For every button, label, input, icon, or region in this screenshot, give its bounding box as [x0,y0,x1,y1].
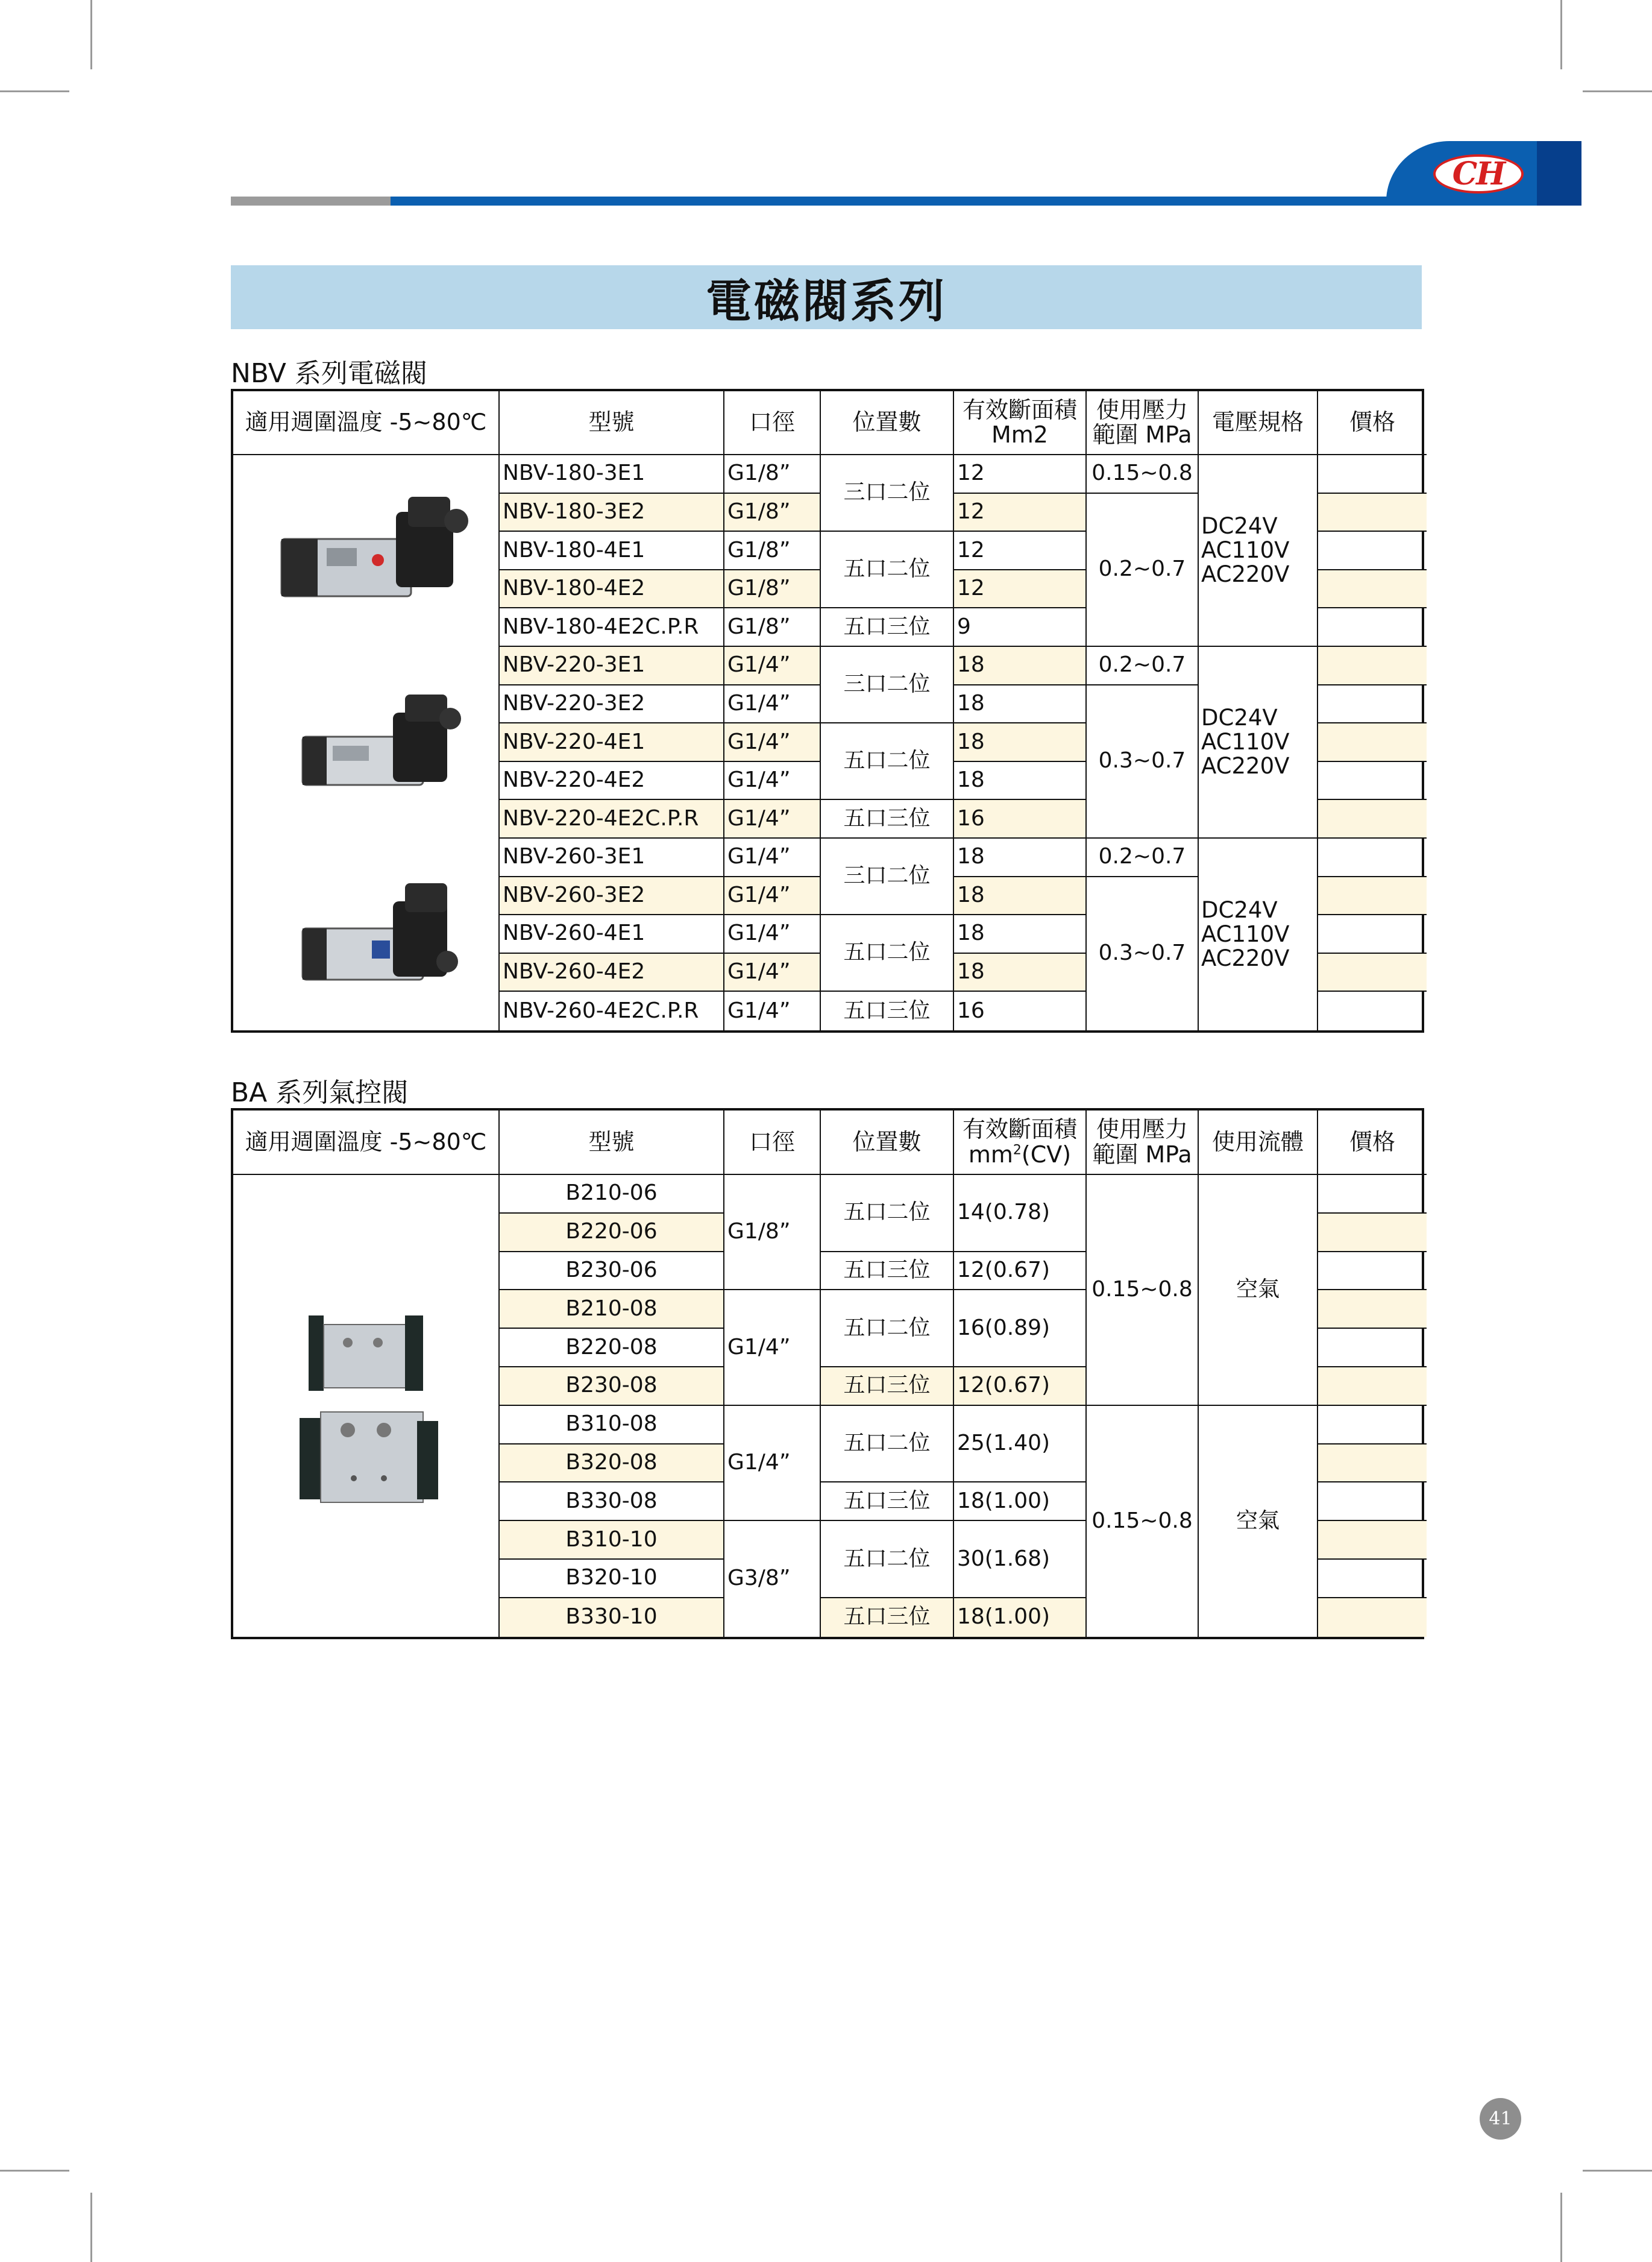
brand-logo [1386,141,1581,206]
ba-area-cell: 16(0.89) [954,1290,1087,1367]
nbv-model-cell: NBV-260-4E1 [500,915,724,954]
nbv-table [231,389,1424,1033]
nbv-price-cell [1318,800,1427,839]
logo-oval [1433,154,1524,194]
nbv-area-cell: 18 [954,723,1087,762]
nbv-area-cell: 12 [954,455,1087,494]
ba-model-cell: B210-06 [500,1175,724,1214]
ba-header-area-line2 [969,1142,1071,1167]
ba-port-cell: G1/4” [724,1290,821,1405]
nbv-area-cell: 12 [954,532,1087,570]
nbv-position-cell: 五口三位 [821,800,954,839]
nbv-position-cell: 三口二位 [821,839,954,915]
ba-area-cell: 12(0.67) [954,1252,1087,1291]
nbv-section-title: NBV 系列電磁閥 [231,358,427,389]
nbv-position-cell: 三口二位 [821,455,954,532]
nbv-header-model: 型號 [500,391,724,455]
nbv-port-cell: G1/4” [724,954,821,992]
ba-price-cell [1318,1175,1427,1214]
nbv-voltage-cell [1199,647,1318,839]
nbv-area-cell: 12 [954,570,1087,609]
voltage-line: AC220V [1201,945,1290,971]
ba-area-cell: 25(1.40) [954,1406,1087,1483]
nbv-area-cell: 18 [954,647,1087,685]
crop-mark [0,2170,69,2172]
nbv-port-cell: G1/4” [724,762,821,801]
ba-area-cell: 14(0.78) [954,1175,1087,1252]
crop-mark [0,90,69,92]
ba-model-cell: B220-06 [500,1214,724,1252]
voltage-line: AC110V [1201,728,1290,755]
ba-header-area-cv: (CV) [1021,1141,1072,1168]
nbv-model-cell: NBV-220-3E2 [500,685,724,724]
ba-header-pressure-line1: 使用壓力 [1096,1116,1188,1143]
nbv-product-images [233,455,500,1030]
nbv-area-cell: 18 [954,685,1087,724]
ba-position-cell: 五口三位 [821,1482,954,1521]
nbv-price-cell [1318,992,1427,1030]
nbv-price-cell [1318,762,1427,801]
crop-mark [90,0,92,69]
ba-price-cell [1318,1482,1427,1521]
ba-model-cell: B330-10 [500,1598,724,1637]
page-number: 41 [1480,2098,1521,2140]
ba-position-cell: 五口三位 [821,1367,954,1406]
ba-model-cell: B230-06 [500,1252,724,1291]
pneumatic-valve-image [257,1303,474,1400]
ba-model-cell: B320-10 [500,1560,724,1598]
nbv-port-cell: G1/4” [724,915,821,954]
nbv-header-pressure [1087,391,1199,455]
nbv-model-cell: NBV-180-4E2C.P.R [500,608,724,647]
ba-area-cell: 18(1.00) [954,1598,1087,1637]
solenoid-valve-image [257,488,474,614]
ba-price-cell [1318,1214,1427,1252]
nbv-position-cell: 三口二位 [821,647,954,723]
ba-price-cell [1318,1521,1427,1560]
nbv-model-cell: NBV-220-4E1 [500,723,724,762]
voltage-line: DC24V [1201,705,1278,731]
ba-header-port: 口徑 [724,1111,821,1175]
crop-mark [90,2193,92,2262]
nbv-position-cell: 五口二位 [821,915,954,992]
ba-header-temp: 適用週圍溫度 -5~80℃ [233,1111,500,1175]
ba-model-cell: B210-08 [500,1290,724,1329]
ba-price-cell [1318,1560,1427,1598]
nbv-price-cell [1318,532,1427,570]
ba-area-cell: 30(1.68) [954,1521,1087,1598]
nbv-position-cell: 五口三位 [821,992,954,1030]
ba-header-area-line1: 有效斷面積 [962,1116,1077,1143]
ba-price-cell [1318,1406,1427,1444]
page-title: 電磁閥系列 [706,274,947,328]
nbv-pressure-cell: 0.2~0.7 [1087,647,1199,685]
nbv-header-area [954,391,1087,455]
nbv-area-cell: 18 [954,915,1087,954]
nbv-port-cell: G1/8” [724,570,821,609]
ba-model-cell: B230-08 [500,1367,724,1406]
ba-header-area-unit: mm [968,1141,1013,1168]
ba-table [231,1108,1424,1639]
crop-mark [1560,0,1562,69]
nbv-area-cell: 18 [954,839,1087,877]
ba-fluid-cell: 空氣 [1199,1406,1318,1637]
ba-header-pressure-line2: 範圍 MPa [1092,1141,1192,1168]
nbv-area-cell: 18 [954,877,1087,916]
ba-price-cell [1318,1444,1427,1483]
nbv-header-position: 位置數 [821,391,954,455]
nbv-port-cell: G1/4” [724,723,821,762]
nbv-voltage-cell [1199,455,1318,647]
ba-price-cell [1318,1252,1427,1291]
pneumatic-valve-image [257,1400,474,1508]
nbv-price-cell [1318,877,1427,916]
ba-port-cell: G3/8” [724,1521,821,1636]
header-bar-gray [231,197,391,206]
nbv-position-cell: 五口三位 [821,608,954,647]
voltage-line: AC220V [1201,561,1290,587]
nbv-area-cell: 16 [954,992,1087,1030]
ba-model-cell: B320-08 [500,1444,724,1483]
nbv-header-area-line1: 有效斷面積 [962,396,1077,423]
nbv-area-cell: 18 [954,954,1087,992]
nbv-header-pressure-line1: 使用壓力 [1096,396,1188,423]
ba-position-cell: 五口二位 [821,1406,954,1483]
crop-mark [1583,2170,1652,2172]
nbv-voltage-cell [1199,839,1318,1030]
nbv-model-cell: NBV-260-4E2C.P.R [500,992,724,1030]
nbv-price-cell [1318,685,1427,724]
ba-model-cell: B310-08 [500,1406,724,1444]
nbv-port-cell: G1/8” [724,608,821,647]
voltage-line: DC24V [1201,513,1278,540]
page-title-band [231,265,1422,329]
nbv-area-cell: 9 [954,608,1087,647]
ba-position-cell: 五口二位 [821,1175,954,1252]
ba-header-fluid: 使用流體 [1199,1111,1318,1175]
nbv-port-cell: G1/8” [724,532,821,570]
logo-bar [1537,141,1581,206]
ba-price-cell [1318,1290,1427,1329]
nbv-model-cell: NBV-180-4E2 [500,570,724,609]
nbv-model-cell: NBV-180-3E2 [500,494,724,532]
ba-product-images [233,1175,500,1637]
nbv-price-cell [1318,455,1427,494]
nbv-model-cell: NBV-220-4E2 [500,762,724,801]
nbv-header-temp: 適用週圍溫度 -5~80℃ [233,391,500,455]
nbv-header-area-line2: Mm2 [991,421,1048,448]
ba-model-cell: B310-10 [500,1521,724,1560]
nbv-header-pressure-line2: 範圍 MPa [1092,421,1192,448]
ba-position-cell: 五口二位 [821,1290,954,1367]
nbv-price-cell [1318,915,1427,954]
nbv-header-price: 價格 [1318,391,1427,455]
nbv-position-cell: 五口二位 [821,723,954,800]
logo-text: CH [1452,156,1505,192]
ba-position-cell: 五口二位 [821,1521,954,1598]
ba-header-position: 位置數 [821,1111,954,1175]
ba-section-title: BA 系列氣控閥 [231,1077,409,1108]
ba-position-cell: 五口三位 [821,1252,954,1291]
nbv-position-cell: 五口二位 [821,532,954,608]
nbv-pressure-cell: 0.2~0.7 [1087,494,1199,647]
nbv-pressure-cell: 0.2~0.7 [1087,839,1199,877]
nbv-port-cell: G1/4” [724,647,821,685]
ba-price-cell [1318,1598,1427,1637]
ba-fluid-cell: 空氣 [1199,1175,1318,1406]
ba-area-cell: 12(0.67) [954,1367,1087,1406]
voltage-line: AC110V [1201,921,1290,947]
ba-port-cell: G1/8” [724,1175,821,1290]
solenoid-valve-image [257,679,474,806]
ba-header-area [954,1111,1087,1175]
nbv-header-voltage: 電壓規格 [1199,391,1318,455]
ba-port-cell: G1/4” [724,1406,821,1521]
nbv-pressure-cell: 0.3~0.7 [1087,685,1199,839]
ba-model-cell: B220-08 [500,1329,724,1367]
ba-price-cell [1318,1367,1427,1406]
nbv-price-cell [1318,839,1427,877]
nbv-model-cell: NBV-220-4E2C.P.R [500,800,724,839]
nbv-price-cell [1318,723,1427,762]
nbv-header-port: 口徑 [724,391,821,455]
voltage-line: DC24V [1201,896,1278,923]
nbv-port-cell: G1/8” [724,455,821,494]
solenoid-valve-image [257,871,474,998]
nbv-price-cell [1318,570,1427,609]
nbv-pressure-cell: 0.15~0.8 [1087,455,1199,494]
nbv-port-cell: G1/4” [724,877,821,916]
ba-header-model: 型號 [500,1111,724,1175]
nbv-model-cell: NBV-220-3E1 [500,647,724,685]
nbv-price-cell [1318,494,1427,532]
nbv-price-cell [1318,608,1427,647]
nbv-price-cell [1318,647,1427,685]
crop-mark [1560,2193,1562,2262]
nbv-price-cell [1318,954,1427,992]
nbv-model-cell: NBV-260-3E1 [500,839,724,877]
nbv-model-cell: NBV-180-3E1 [500,455,724,494]
nbv-port-cell: G1/4” [724,685,821,724]
ba-header-price: 價格 [1318,1111,1427,1175]
ba-pressure-cell: 0.15~0.8 [1087,1175,1199,1406]
ba-model-cell: B330-08 [500,1482,724,1521]
nbv-model-cell: NBV-260-4E2 [500,954,724,992]
nbv-port-cell: G1/4” [724,992,821,1030]
nbv-port-cell: G1/4” [724,839,821,877]
nbv-model-cell: NBV-260-3E2 [500,877,724,916]
ba-header-area-sup: 2 [1013,1142,1022,1158]
ba-pressure-cell: 0.15~0.8 [1087,1406,1199,1637]
crop-mark [1583,90,1652,92]
ba-area-cell: 18(1.00) [954,1482,1087,1521]
voltage-line: AC220V [1201,752,1290,779]
nbv-port-cell: G1/8” [724,494,821,532]
ba-price-cell [1318,1329,1427,1367]
ba-header-pressure [1087,1111,1199,1175]
nbv-model-cell: NBV-180-4E1 [500,532,724,570]
ba-position-cell: 五口三位 [821,1598,954,1637]
nbv-pressure-cell: 0.3~0.7 [1087,877,1199,1030]
nbv-area-cell: 18 [954,762,1087,801]
voltage-line: AC110V [1201,537,1290,563]
nbv-area-cell: 12 [954,494,1087,532]
nbv-port-cell: G1/4” [724,800,821,839]
nbv-area-cell: 16 [954,800,1087,839]
